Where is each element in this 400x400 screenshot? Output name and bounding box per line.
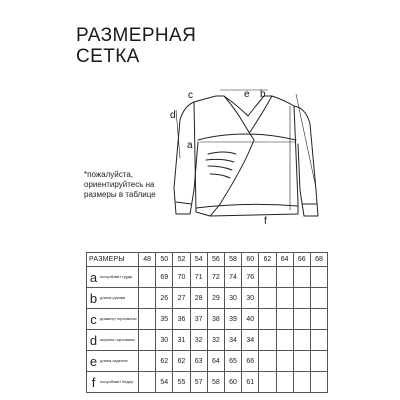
table-cell: 35 [156,309,173,330]
table-row [87,330,328,351]
table-cell: 57 [190,372,207,393]
measurement-description: ширина горловины [100,336,136,342]
table-cell: 58 [207,372,224,393]
size-header: 58 [224,253,241,267]
wrap-neckline [224,96,254,140]
table-cell [259,351,276,372]
table-cell [310,351,327,372]
size-header: 48 [139,253,156,267]
row-label [87,330,139,351]
table-cell [276,309,293,330]
table-cell: 39 [224,309,241,330]
table-row [87,372,328,393]
size-header: 66 [293,253,310,267]
table-cell [276,351,293,372]
table-cell [276,372,293,393]
measurement-description: длина изделия [100,357,128,363]
table-cell: 74 [224,267,241,288]
size-header: 62 [259,253,276,267]
row-label [87,351,139,372]
table-cell [310,330,327,351]
table-cell [293,288,310,309]
table-row [87,267,328,288]
size-header: 60 [242,253,259,267]
table-cell [139,267,156,288]
table-cell: 30 [224,288,241,309]
measurement-letter: d [89,332,98,348]
table-cell [310,372,327,393]
measurement-description: полуобхват бедер [100,378,134,384]
table-cell: 32 [207,330,224,351]
size-header-row [87,253,328,267]
table-cell: 71 [190,267,207,288]
page-title [76,25,196,67]
size-header: 68 [310,253,327,267]
table-cell: 26 [156,288,173,309]
label-c: c [188,90,193,101]
table-cell: 55 [173,372,190,393]
label-b: b [260,89,266,100]
table-cell: 38 [207,309,224,330]
label-f: f [264,216,267,227]
measurement-description: диаметр горловины [100,315,137,321]
table-cell: 54 [156,372,173,393]
row-label [87,288,139,309]
size-header: 50 [156,253,173,267]
table-cell: 63 [190,351,207,372]
table-cell: 60 [224,372,241,393]
table-cell [276,288,293,309]
table-cell [293,330,310,351]
table-cell [310,288,327,309]
table-cell: 70 [173,267,190,288]
table-cell [259,309,276,330]
table-cell: 61 [242,372,259,393]
size-header: 64 [276,253,293,267]
table-cell: 31 [173,330,190,351]
sizing-note: *пожалуйста, ориентируйтесь на размеры в таблице [84,170,156,199]
garment-outline [194,96,298,216]
table-cell: 34 [224,330,241,351]
label-e: e [244,89,250,100]
table-cell [259,288,276,309]
table-cell [259,330,276,351]
measurement-letter: f [91,374,96,390]
table-cell [293,309,310,330]
garment-sketch [150,84,330,234]
table-cell [276,267,293,288]
table-cell [293,351,310,372]
measurement-description: длина рукава [100,294,125,300]
table-cell: 72 [207,267,224,288]
measurement-letter: b [89,290,98,306]
table-cell [293,267,310,288]
table-cell: 28 [190,288,207,309]
measurement-description: полуобхват груди [100,273,133,279]
size-rows [87,267,328,393]
measurement-letter: a [89,269,98,285]
size-header: 52 [173,253,190,267]
title-line-2: СЕТКА [76,46,140,67]
table-cell: 66 [242,351,259,372]
title-line-1: РАЗМЕРНАЯ [76,25,197,46]
size-header: 54 [190,253,207,267]
sizes-header-label: РАЗМЕРЫ [87,253,139,267]
table-cell: 40 [242,309,259,330]
table-cell: 29 [207,288,224,309]
table-cell [139,351,156,372]
table-cell [310,309,327,330]
table-cell: 32 [190,330,207,351]
row-label [87,267,139,288]
table-cell: 27 [173,288,190,309]
size-chart-table [86,252,328,393]
table-cell [139,372,156,393]
table-cell [276,330,293,351]
table-cell [259,372,276,393]
table-cell [139,330,156,351]
table-cell: 36 [173,309,190,330]
table-cell: 62 [156,351,173,372]
measurement-letter: c [90,311,97,327]
row-label [87,372,139,393]
table-cell [139,309,156,330]
table-row [87,288,328,309]
table-cell: 37 [190,309,207,330]
label-a: a [187,140,193,151]
row-label [87,309,139,330]
table-cell [259,267,276,288]
table-cell: 30 [156,330,173,351]
table-row [87,351,328,372]
table-row [87,309,328,330]
label-d: d [170,110,176,121]
table-cell: 64 [207,351,224,372]
table-cell [293,372,310,393]
table-cell [310,267,327,288]
table-cell: 62 [173,351,190,372]
table-cell: 34 [242,330,259,351]
table-cell: 76 [242,267,259,288]
table-cell: 65 [224,351,241,372]
measurement-letter: e [89,353,98,369]
table-cell: 30 [242,288,259,309]
table-cell [139,288,156,309]
size-header: 56 [207,253,224,267]
table-cell: 69 [156,267,173,288]
